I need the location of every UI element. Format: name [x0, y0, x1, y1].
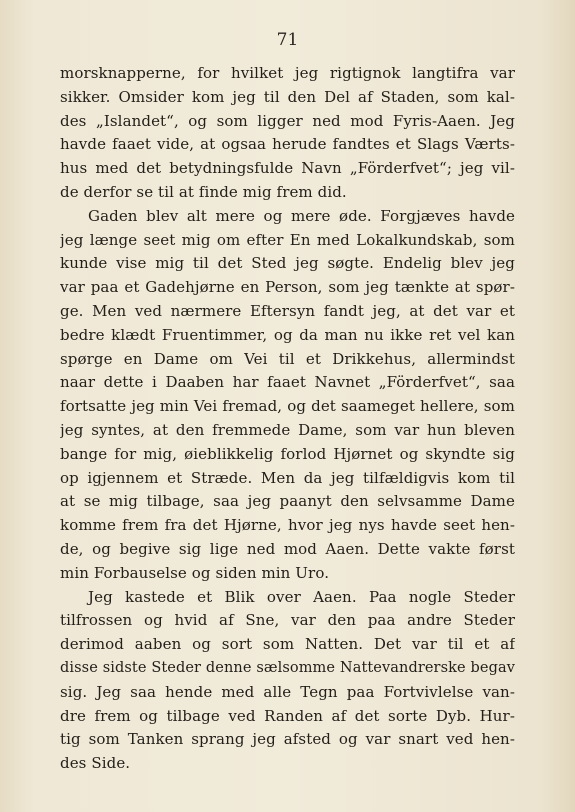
- text-line: morsknapperne, for hvilket jeg rigtignok langtifra var: [60, 64, 515, 82]
- text-line: sig. Jeg saa hende med alle Tegn paa Fortvivlelse van-: [60, 682, 515, 701]
- text-line: Gaden blev alt mere og mere øde. Forgjæves havde: [88, 206, 515, 225]
- text-line: spørge en Dame om Vei til et Drikkehus, allermindst: [60, 349, 515, 368]
- text-line: var paa et Gadehjørne en Person, som jeg tænkte at spør-: [60, 278, 515, 297]
- text-line: des Side.: [60, 754, 131, 773]
- text-line: bedre klædt Fruentimmer, og da man nu ikke ret vel kan: [60, 325, 515, 344]
- text-line: at se mig tilbage, saa jeg paanyt den selvsamme Dame: [60, 492, 515, 511]
- text-line: min Forbauselse og siden min Uro.: [60, 563, 330, 582]
- text-line: naar dette i Daaben har faaet Navnet „Förderfvet“, saa: [60, 373, 515, 392]
- text-line: disse sidste Steder denne sælsomme Nattevandrerske begav: [60, 659, 515, 676]
- text-line: de, og begive sig lige ned mod Aaen. Dette vakte først: [60, 539, 515, 558]
- text-line: komme frem fra det Hjørne, hvor jeg nys havde seet hen-: [60, 516, 515, 535]
- text-line: bange for mig, øieblikkelig forlod Hjørnet og skyndte sig: [60, 444, 515, 463]
- text-line: tilfrossen og hvid af Sne, var den paa andre Steder: [60, 611, 515, 630]
- text-line: tig som Tanken sprang jeg afsted og var snart ved hen-: [60, 730, 515, 749]
- body-text: [60, 62, 515, 776]
- text-line: havde faaet vide, at ogsaa herude fandtes et Slags Værts-: [60, 135, 515, 154]
- text-line: kunde vise mig til det Sted jeg søgte. Endelig blev jeg: [60, 254, 515, 273]
- text-line: des „Islandet“, og som ligger ned mod Fyris-Aaen. Jeg: [60, 111, 515, 130]
- text-line: op igjennem et Stræde. Men da jeg tilfældigvis kom til: [60, 468, 515, 487]
- text-line: de derfor se til at finde mig frem did.: [60, 182, 347, 201]
- text-line: hus med det betydningsfulde Navn „Förderfvet“; jeg vil-: [60, 159, 515, 178]
- text-line: dre frem og tilbage ved Randen af det sorte Dyb. Hur-: [60, 706, 515, 725]
- text-line: fortsatte jeg min Vei fremad, og det saameget hellere, som: [60, 397, 515, 416]
- text-line: jeg længe seet mig om efter En med Lokalkundskab, som: [60, 230, 515, 249]
- text-line: ge. Men ved nærmere Eftersyn fandt jeg, at det var et: [60, 301, 515, 320]
- text-line: Jeg kastede et Blik over Aaen. Paa nogle Steder: [88, 587, 515, 606]
- text-line: jeg syntes, at den fremmede Dame, som var hun bleven: [60, 420, 515, 439]
- text-line: sikker. Omsider kom jeg til den Del af Staden, som kal-: [60, 87, 515, 106]
- text-line: derimod aaben og sort som Natten. Det var til et af: [60, 635, 515, 654]
- page-number: 71: [276, 30, 299, 50]
